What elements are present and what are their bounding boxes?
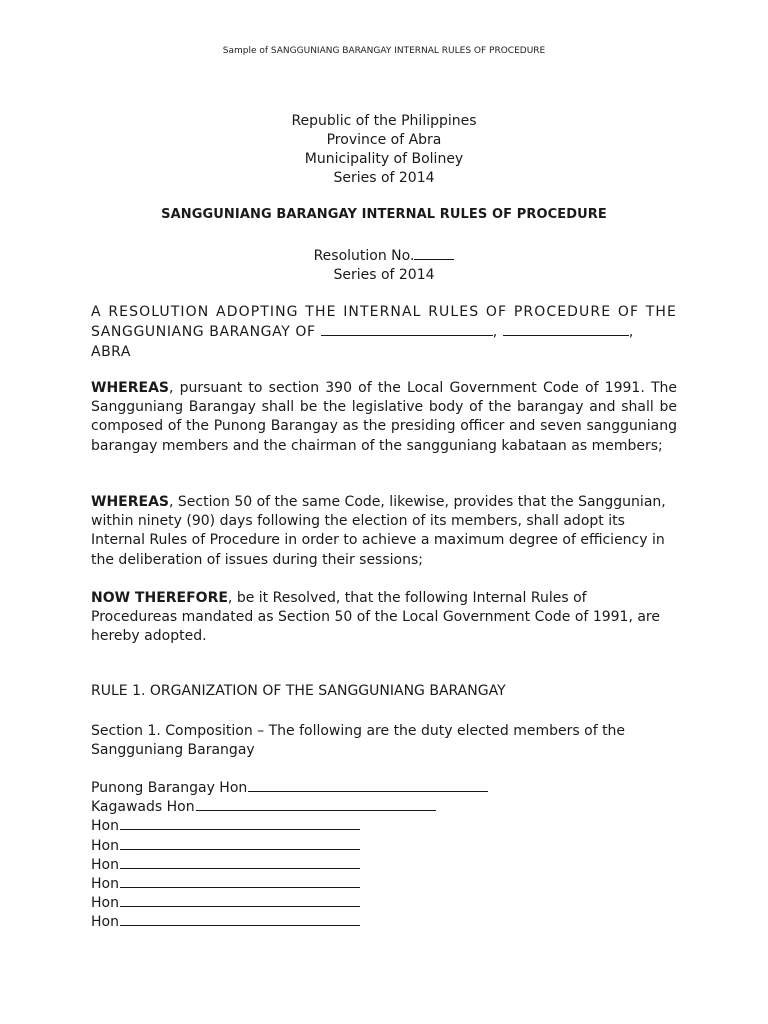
now-therefore-text: , be it Resolved, that the following Internal Rules of Procedureas mandated as Section 50 of the Local Government Code of 1991, are hereby adopted. — [91, 590, 660, 645]
signatory-hon-label: Hon — [91, 875, 119, 892]
section-1-composition: Section 1. Composition – The following are the duty elected members of the Sangguniang Barangay — [91, 723, 626, 759]
signature-line — [196, 797, 436, 811]
whereas-text-2: , Section 50 of the same Code, likewise, provides that the Sanggunian, within ninety (90) days following the election of its members, shall adopt its Internal Rules of Procedure in order to achieve a maximum degree of efficiency in the deliberation of issues during their sessions; — [91, 494, 666, 568]
now-therefore-paragraph — [91, 589, 677, 647]
signatory-hon-label: Hon — [91, 914, 119, 931]
resolution-title-barangay-of: SANGGUNIANG BARANGAY OF — [91, 324, 316, 340]
signatory-hon — [91, 893, 488, 912]
signatory-list — [91, 778, 488, 932]
letterhead-municipality: Municipality of Boliney — [304, 151, 464, 167]
signatory-hon-label: Hon — [91, 837, 119, 854]
signatory-hon-label: Hon — [91, 818, 119, 835]
signatory-hon — [91, 912, 488, 931]
signature-line — [120, 855, 360, 869]
signature-line — [120, 893, 360, 907]
signatory-hon — [91, 816, 488, 835]
resolution-number-block — [0, 246, 768, 285]
document-title: SANGGUNIANG BARANGAY INTERNAL RULES OF PROCEDURE — [161, 207, 607, 222]
resolution-title-line2 — [91, 322, 677, 342]
resolution-number-label: Resolution No. — [313, 248, 415, 264]
signatory-punong-barangay-label: Punong Barangay Hon — [91, 780, 248, 796]
whereas-paragraph-2 — [91, 493, 677, 570]
signature-line — [120, 816, 360, 830]
letterhead-republic: Republic of the Philippines — [291, 113, 477, 129]
signature-line — [248, 778, 488, 792]
header-note: Sample of SANGGUNIANG BARANGAY INTERNAL RULES OF PROCEDURE — [222, 46, 546, 56]
signatory-kagawads — [91, 797, 488, 816]
signature-line — [120, 912, 360, 926]
municipality-blank — [503, 322, 629, 336]
separator-comma-2: , — [628, 324, 634, 340]
signature-line — [120, 874, 360, 888]
barangay-name-blank — [321, 322, 493, 336]
signature-line — [120, 836, 360, 850]
resolution-title-line1: A RESOLUTION ADOPTING THE INTERNAL RULES OF PROCEDURE OF THE — [91, 304, 677, 320]
rule-1-heading: RULE 1. ORGANIZATION OF THE SANGGUNIANG BARANGAY — [91, 683, 506, 699]
letterhead — [0, 112, 768, 188]
signatory-hon — [91, 874, 488, 893]
signatory-hon-label: Hon — [91, 856, 119, 873]
resolution-number-blank — [414, 246, 454, 260]
letterhead-series: Series of 2014 — [333, 170, 435, 186]
signatory-hon — [91, 855, 488, 874]
now-therefore-label: NOW THEREFORE — [91, 590, 228, 606]
resolution-number — [0, 246, 768, 266]
resolution-series: Series of 2014 — [333, 267, 435, 283]
letterhead-province: Province of Abra — [326, 132, 442, 148]
resolution-title-line3: ABRA — [91, 344, 131, 360]
signatory-kagawads-label: Kagawads Hon — [91, 799, 195, 816]
whereas-label-2: WHEREAS — [91, 494, 169, 510]
whereas-label-1: WHEREAS — [91, 380, 169, 396]
signatory-hon — [91, 836, 488, 855]
whereas-text-1: , pursuant to section 390 of the Local Government Code of 1991. The Sangguniang Barangay shall be the legislative body of the barangay and shall be composed of the Punong Barangay as the presiding officer and seven sangguniang barangay members and the chairman of the sangguniang kabataan as members; — [91, 380, 677, 454]
separator-comma-1: , — [492, 324, 498, 340]
signatory-punong-barangay — [91, 778, 488, 797]
whereas-paragraph-1 — [91, 379, 677, 456]
signatory-hon-label: Hon — [91, 895, 119, 912]
resolution-title — [91, 302, 677, 362]
